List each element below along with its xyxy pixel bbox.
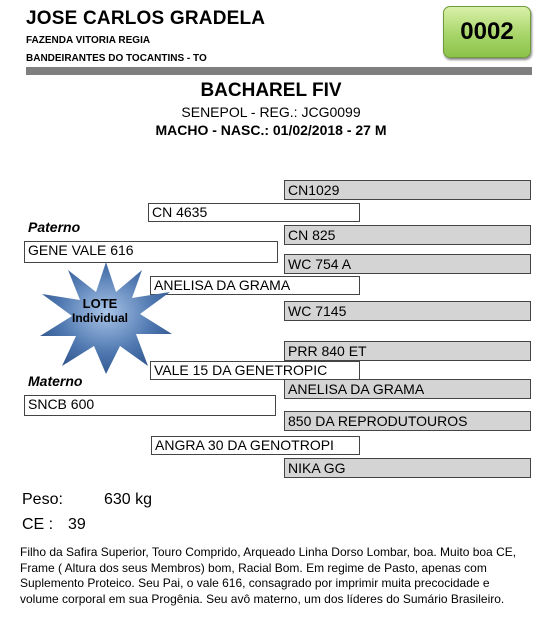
maternal-granddam: ANGRA 30 DA GENOTROPI [151, 436, 360, 455]
materno-label: Materno [28, 373, 83, 389]
ce-value: 39 [68, 516, 86, 533]
ggp-5: PRR 840 ET [284, 341, 531, 361]
ggp-6: ANELISA DA GRAMA [284, 379, 531, 399]
owner-name: JOSE CARLOS GRADELA [26, 8, 266, 29]
ggp-7: 850 DA REPRODUTOUROS [284, 411, 531, 431]
city-name: BANDEIRANTES DO TOCANTINS - TO [26, 53, 207, 64]
dam: SNCB 600 [24, 395, 276, 416]
ggp-3: WC 754 A [284, 254, 531, 274]
maternal-grandsire: VALE 15 DA GENETROPIC [150, 361, 360, 380]
ggp-4: WC 7145 [284, 301, 531, 321]
header-divider [26, 67, 532, 75]
farm-name: FAZENDA VITORIA REGIA [26, 35, 151, 46]
breed-registration: SENEPOL - REG.: JCG0099 [181, 104, 361, 120]
badge-line-1: LOTE [82, 296, 118, 311]
animal-name: BACHAREL FIV [200, 80, 342, 101]
paternal-grandsire: CN 4635 [148, 203, 360, 222]
lot-number-badge: 0002 [443, 6, 531, 58]
peso-label: Peso: [22, 491, 63, 508]
ggp-8: NIKA GG [284, 458, 531, 478]
paterno-label: Paterno [28, 219, 81, 235]
ggp-1: CN1029 [284, 180, 531, 200]
peso-value: 630 kg [104, 491, 153, 508]
ggp-2: CN 825 [284, 225, 531, 245]
sex-birth-date: MACHO - NASC.: 01/02/2018 - 27 M [155, 122, 387, 138]
description-text: Filho da Safira Superior, Touro Comprido, Arqueado Linha Dorso Lombar, boa. Muito boa CE, Frame ( Altura dos seus Membros) bom, Racial Bom. Em regime de Pasto, apenas com Suplemento Proteico. Seu Pai, o vale 616, consagrado por imprimir muita precocidade e volume corporal em sua Progênia. Seu avô materno, um dos líderes do Sumário Brasileiro. [20, 545, 517, 606]
lote-individual-text [50, 296, 150, 325]
paternal-granddam: ANELISA DA GRAMA [150, 276, 360, 295]
badge-line-2: Individual [71, 311, 128, 325]
sire: GENE VALE 616 [24, 241, 278, 263]
ce-label: CE : [22, 516, 54, 533]
